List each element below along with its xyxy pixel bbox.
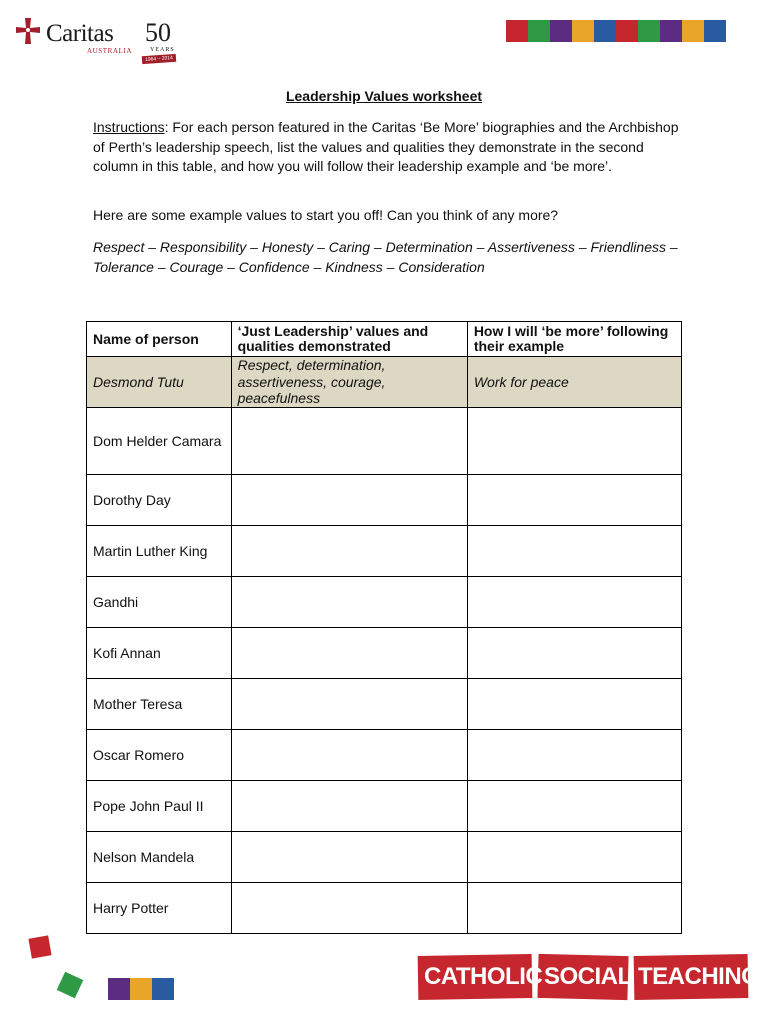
table-row [87, 882, 682, 933]
anniversary-number: 50 [145, 18, 171, 47]
values-entry-cell[interactable] [231, 729, 467, 780]
instructions-text: : For each person featured in the Caritas ‘Be More’ biographies and the Archbishop of Perth’s leadership speech, list the values and qualities they demonstrate in the second column in this table, and how you will follow their leadership example and ‘be more’. [93, 119, 679, 174]
stripe-color-square [506, 20, 528, 42]
stripe-color-square [682, 20, 704, 42]
person-name-cell: Dorothy Day [87, 474, 232, 525]
stripe-color-square [704, 20, 726, 42]
stripe-color-square [594, 20, 616, 42]
banner-word-teaching: TEACHING [638, 963, 760, 990]
color-stripe-top [506, 20, 726, 42]
person-name-cell: Nelson Mandela [87, 831, 232, 882]
stripe-color-square [550, 20, 572, 42]
worksheet-title: Leadership Values worksheet [285, 88, 483, 104]
follow-entry-cell[interactable] [467, 576, 681, 627]
header-be-more: How I will ‘be more’ following their example [467, 322, 681, 357]
logo-country: AUSTRALIA [87, 47, 133, 55]
person-name-cell: Oscar Romero [87, 729, 232, 780]
anniversary-word: YEARS [150, 47, 175, 53]
follow-entry-cell[interactable] [467, 831, 681, 882]
follow-entry-cell[interactable] [467, 525, 681, 576]
example-values-cell: Respect, determination, assertiveness, courage, peacefulness [231, 357, 467, 408]
instructions-label: Instructions [93, 119, 165, 135]
values-entry-cell[interactable] [231, 678, 467, 729]
values-entry-cell[interactable] [231, 474, 467, 525]
stripe-color-square [660, 20, 682, 42]
follow-entry-cell[interactable] [467, 407, 681, 474]
values-entry-cell[interactable] [231, 407, 467, 474]
follow-entry-cell[interactable] [467, 780, 681, 831]
header-name-of-person: Name of person [87, 322, 232, 357]
example-follow-cell: Work for peace [467, 357, 681, 408]
table-row [87, 678, 682, 729]
header-values: ‘Just Leadership’ values and qualities demonstrated [231, 322, 467, 357]
stripe-color-square [638, 20, 660, 42]
table-row [87, 627, 682, 678]
example-values-list: Respect – Responsibility – Honesty – Caring – Determination – Assertiveness – Friendliness – Tolerance – Courage – Confidence – Kindness – Consideration [93, 239, 678, 275]
follow-entry-cell[interactable] [467, 729, 681, 780]
caritas-logo [12, 14, 175, 66]
example-row [87, 357, 682, 408]
values-entry-cell[interactable] [231, 576, 467, 627]
stripe-color-square [130, 978, 152, 1000]
person-name-cell: Kofi Annan [87, 627, 232, 678]
values-entry-cell[interactable] [231, 831, 467, 882]
table-row [87, 831, 682, 882]
leadership-values-table [86, 321, 682, 934]
table-row [87, 525, 682, 576]
stripe-color-square [108, 978, 130, 1000]
table-row [87, 407, 682, 474]
example-name-cell: Desmond Tutu [87, 357, 232, 408]
table-row [87, 729, 682, 780]
person-name-cell: Gandhi [87, 576, 232, 627]
banner-word-social: SOCIAL [544, 963, 632, 990]
follow-entry-cell[interactable] [467, 678, 681, 729]
table-row [87, 780, 682, 831]
follow-entry-cell[interactable] [467, 627, 681, 678]
table-row [87, 474, 682, 525]
person-name-cell: Harry Potter [87, 882, 232, 933]
follow-entry-cell[interactable] [467, 474, 681, 525]
person-name-cell: Dom Helder Camara [87, 407, 232, 474]
table-row [87, 576, 682, 627]
values-entry-cell[interactable] [231, 780, 467, 831]
stripe-color-square [616, 20, 638, 42]
anniversary-dates: 1964 – 2014 [142, 54, 176, 64]
decorative-square-red [28, 935, 51, 958]
stripe-color-square [572, 20, 594, 42]
person-name-cell: Pope John Paul II [87, 780, 232, 831]
caritas-cross-icon [12, 16, 44, 48]
decorative-square-green [57, 972, 84, 999]
person-name-cell: Martin Luther King [87, 525, 232, 576]
values-entry-cell[interactable] [231, 525, 467, 576]
color-stripe-bottom [108, 978, 174, 1000]
example-prompt: Here are some example values to start you off! Can you think of any more? [93, 207, 559, 223]
follow-entry-cell[interactable] [467, 882, 681, 933]
stripe-color-square [152, 978, 174, 1000]
values-entry-cell[interactable] [231, 627, 467, 678]
table-header-row [87, 322, 682, 357]
banner-word-catholic: CATHOLIC [424, 963, 543, 990]
person-name-cell: Mother Teresa [87, 678, 232, 729]
catholic-social-teaching-banner [418, 955, 760, 999]
logo-wordmark: Caritas [46, 20, 114, 47]
stripe-color-square [528, 20, 550, 42]
values-entry-cell[interactable] [231, 882, 467, 933]
instructions-paragraph [93, 118, 683, 177]
